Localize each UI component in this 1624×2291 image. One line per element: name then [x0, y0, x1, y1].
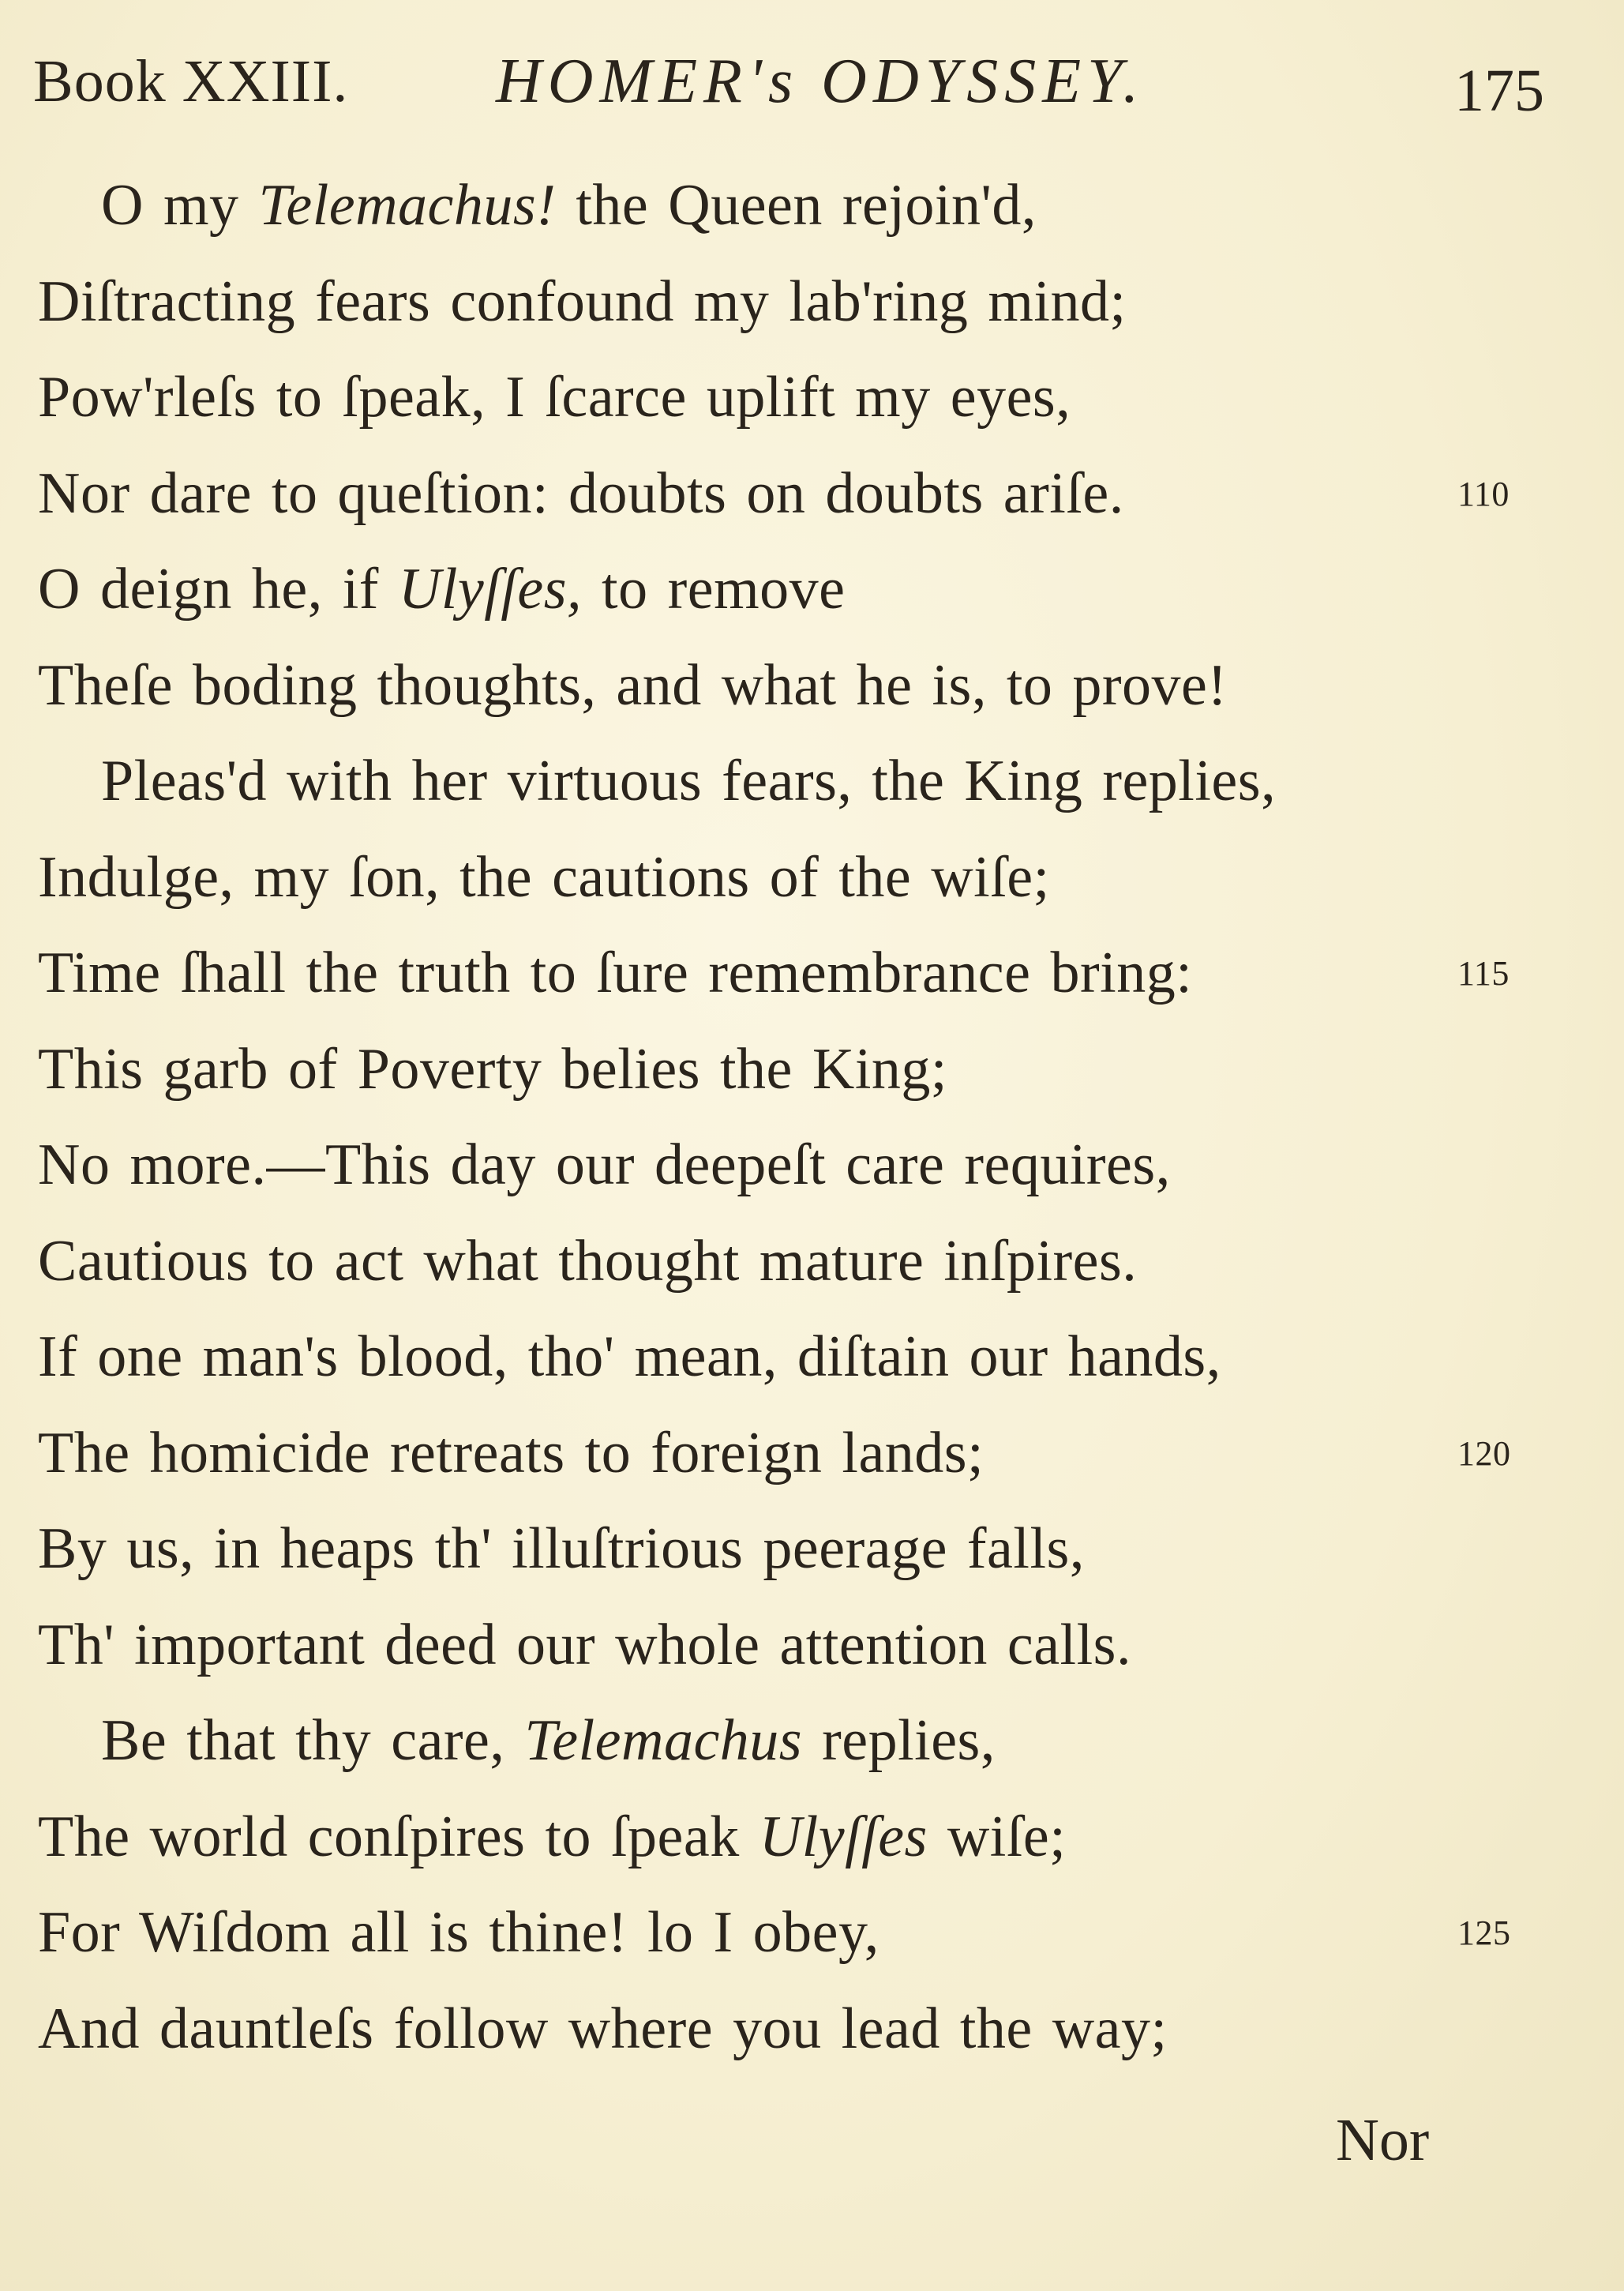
- verse-text: Pow'rleſs to ſpeak, I ſcarce uplift my eyes,: [38, 365, 1071, 430]
- line-number: 110: [1457, 474, 1510, 513]
- verse-text: replies,: [802, 1708, 996, 1773]
- verse-line: [0, 542, 1624, 638]
- verse-text: The world conſpires to ſpeak: [38, 1804, 759, 1869]
- verse-text: Diſtracting fears confound my lab'ring mind;: [38, 269, 1127, 334]
- verse-line: [0, 926, 1624, 1022]
- line-number: 115: [1457, 954, 1510, 993]
- running-header: [0, 38, 1624, 125]
- verse-text: No more.—This day our deepeſt care requires,: [38, 1132, 1171, 1197]
- verse-line: [0, 350, 1624, 446]
- verse-text: to remove: [582, 557, 846, 622]
- running-title: HOMER's ODYSSEY.: [496, 47, 1146, 116]
- page-number: 175: [1454, 58, 1544, 124]
- verse-italic-text: Ulyſſes: [759, 1804, 928, 1869]
- verse-line: [0, 1117, 1624, 1214]
- verse-text: For Wiſdom all is thine! lo I obey,: [38, 1900, 880, 1965]
- verse-text: The homicide retreats to foreign lands;: [38, 1420, 985, 1485]
- verse-text: the Queen rejoin'd,: [556, 173, 1037, 238]
- verse-text: O deign he, if: [38, 557, 399, 622]
- verse-text: Time ſhall the truth to ſure remembrance bring:: [38, 941, 1193, 1005]
- verse-italic-text: Ulyſſes,: [398, 557, 583, 622]
- verse-text: This garb of Poverty belies the King;: [38, 1036, 947, 1102]
- verse-italic-text: Telemachus: [524, 1708, 803, 1773]
- verse-line: [0, 1885, 1624, 1981]
- verse-text: And dauntleſs follow where you lead the way;: [38, 1996, 1168, 2061]
- verse-line: [0, 446, 1624, 543]
- verse-text: Cautious to act what thought mature inſpires.: [38, 1228, 1138, 1294]
- verse-text: Pleas'd with her virtuous fears, the King replies,: [101, 749, 1277, 813]
- verse-text: Be that thy care,: [101, 1708, 525, 1773]
- verse-text: wiſe;: [927, 1804, 1067, 1869]
- verse-line: [0, 830, 1624, 926]
- verse-line: [0, 734, 1624, 830]
- verse-text: Nor dare to queſtion: doubts on doubts ariſe.: [38, 460, 1124, 526]
- verse-line: [0, 158, 1624, 254]
- verse-text: Th' important deed our whole attention calls.: [38, 1612, 1131, 1677]
- verse-line: [0, 1501, 1624, 1598]
- verse-text: By us, in heaps th' illuſtrious peerage falls,: [38, 1516, 1085, 1581]
- verse-line: [0, 1981, 1624, 2078]
- verse-line: [0, 1214, 1624, 1310]
- verse-line: [0, 1598, 1624, 1694]
- verse-italic-text: Telemachus!: [258, 173, 557, 238]
- verse-line: [0, 1790, 1624, 1886]
- line-number: 125: [1457, 1914, 1511, 1952]
- verse-text: Indulge, my ſon, the cautions of the wiſe;: [38, 844, 1050, 910]
- verse-body: [0, 158, 1624, 2077]
- verse-line: [0, 1022, 1624, 1118]
- book-label: Book XXIII.: [33, 48, 349, 115]
- verse-line: [0, 1693, 1624, 1790]
- verse-line: [0, 638, 1624, 734]
- catchword: Nor: [1336, 2107, 1430, 2173]
- verse-line: [0, 1406, 1624, 1502]
- verse-text: Theſe boding thoughts, and what he is, to prove!: [38, 652, 1228, 718]
- line-number: 120: [1457, 1433, 1511, 1473]
- verse-text: O my: [101, 173, 259, 238]
- verse-line: [0, 1309, 1624, 1406]
- verse-line: [0, 254, 1624, 351]
- verse-text: If one man's blood, tho' mean, diſtain our hands,: [38, 1324, 1221, 1389]
